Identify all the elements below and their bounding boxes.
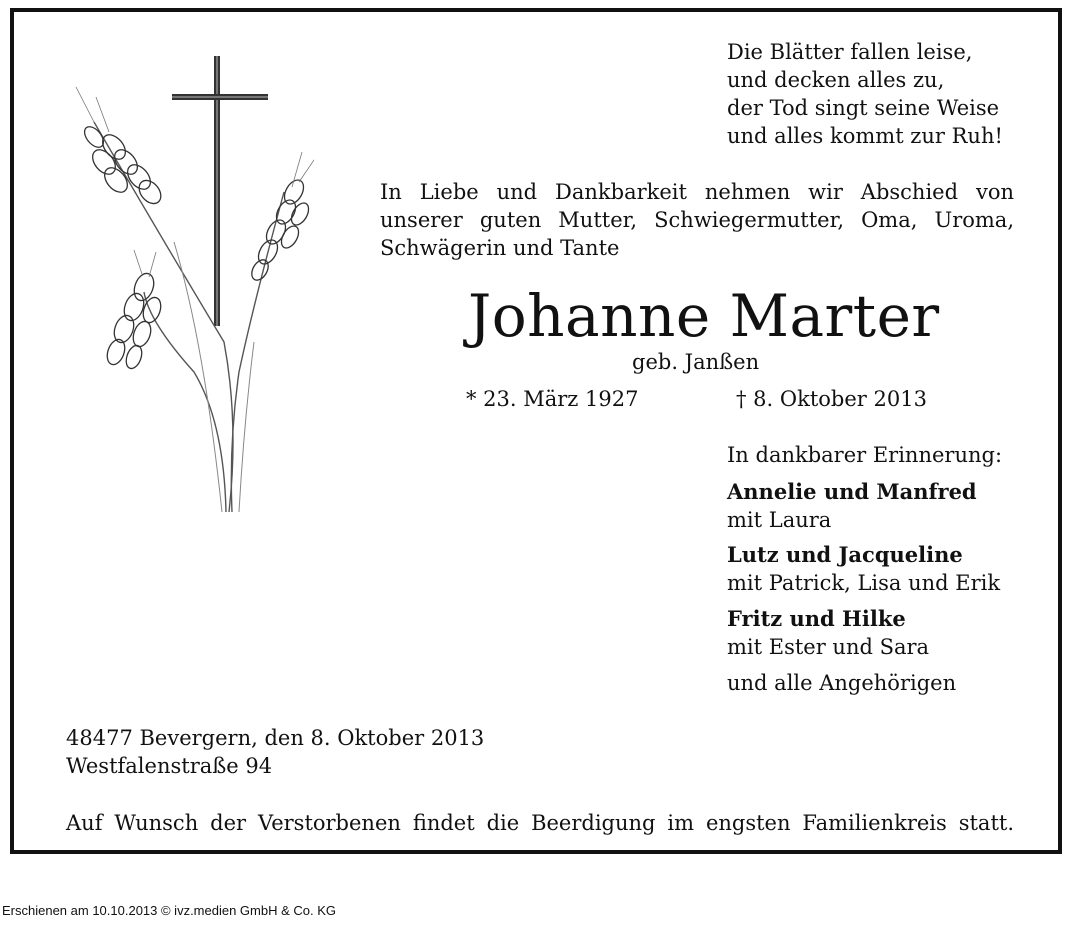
place-date: 48477 Bevergern, den 8. Oktober 2013: [66, 726, 485, 750]
poem-line: und decken alles zu,: [727, 68, 945, 92]
poem-line: der Tod singt seine Weise: [727, 96, 1000, 120]
poem-line: Die Blätter fallen leise,: [727, 40, 973, 64]
maiden-name: geb. Janßen: [632, 350, 760, 374]
funeral-note: Auf Wunsch der Verstorbenen findet die Beerdigung im engsten Familienkreis statt.: [66, 811, 1014, 835]
mourner-names: Lutz und Jacqueline: [727, 542, 963, 567]
mourner-names: Annelie und Manfred: [727, 479, 977, 504]
publication-footer: Erschienen am 10.10.2013 © ivz.medien GmbH & Co. KG: [2, 903, 337, 918]
street-address: Westfalenstraße 94: [66, 754, 273, 778]
poem-line: und alles kommt zur Ruh!: [727, 124, 1003, 148]
mourner-children: mit Ester und Sara: [727, 635, 930, 659]
poem: [727, 38, 1003, 150]
birth-date: * 23. März 1927: [466, 387, 639, 411]
mourners-closing: und alle Angehörigen: [727, 671, 957, 695]
mourners-heading: In dankbarer Erinnerung:: [727, 443, 1003, 467]
death-date: † 8. Oktober 2013: [736, 387, 927, 411]
intro-text: In Liebe und Dankbarkeit nehmen wir Abschied von unserer guten Mutter, Schwiegermutter, Oma, Uroma, Schwägerin und Tante: [380, 180, 1014, 260]
deceased-name: Johanne Marter: [468, 282, 940, 350]
mourner-names: Fritz und Hilke: [727, 606, 906, 631]
obituary-notice: [10, 8, 1062, 854]
mourner-family: [727, 541, 1000, 597]
cross-with-wheat-ears-icon: [54, 42, 314, 522]
mourner-children: mit Patrick, Lisa und Erik: [727, 571, 1001, 595]
mourner-family: [727, 478, 977, 534]
mourner-children: mit Laura: [727, 508, 832, 532]
mourner-family: [727, 605, 929, 661]
